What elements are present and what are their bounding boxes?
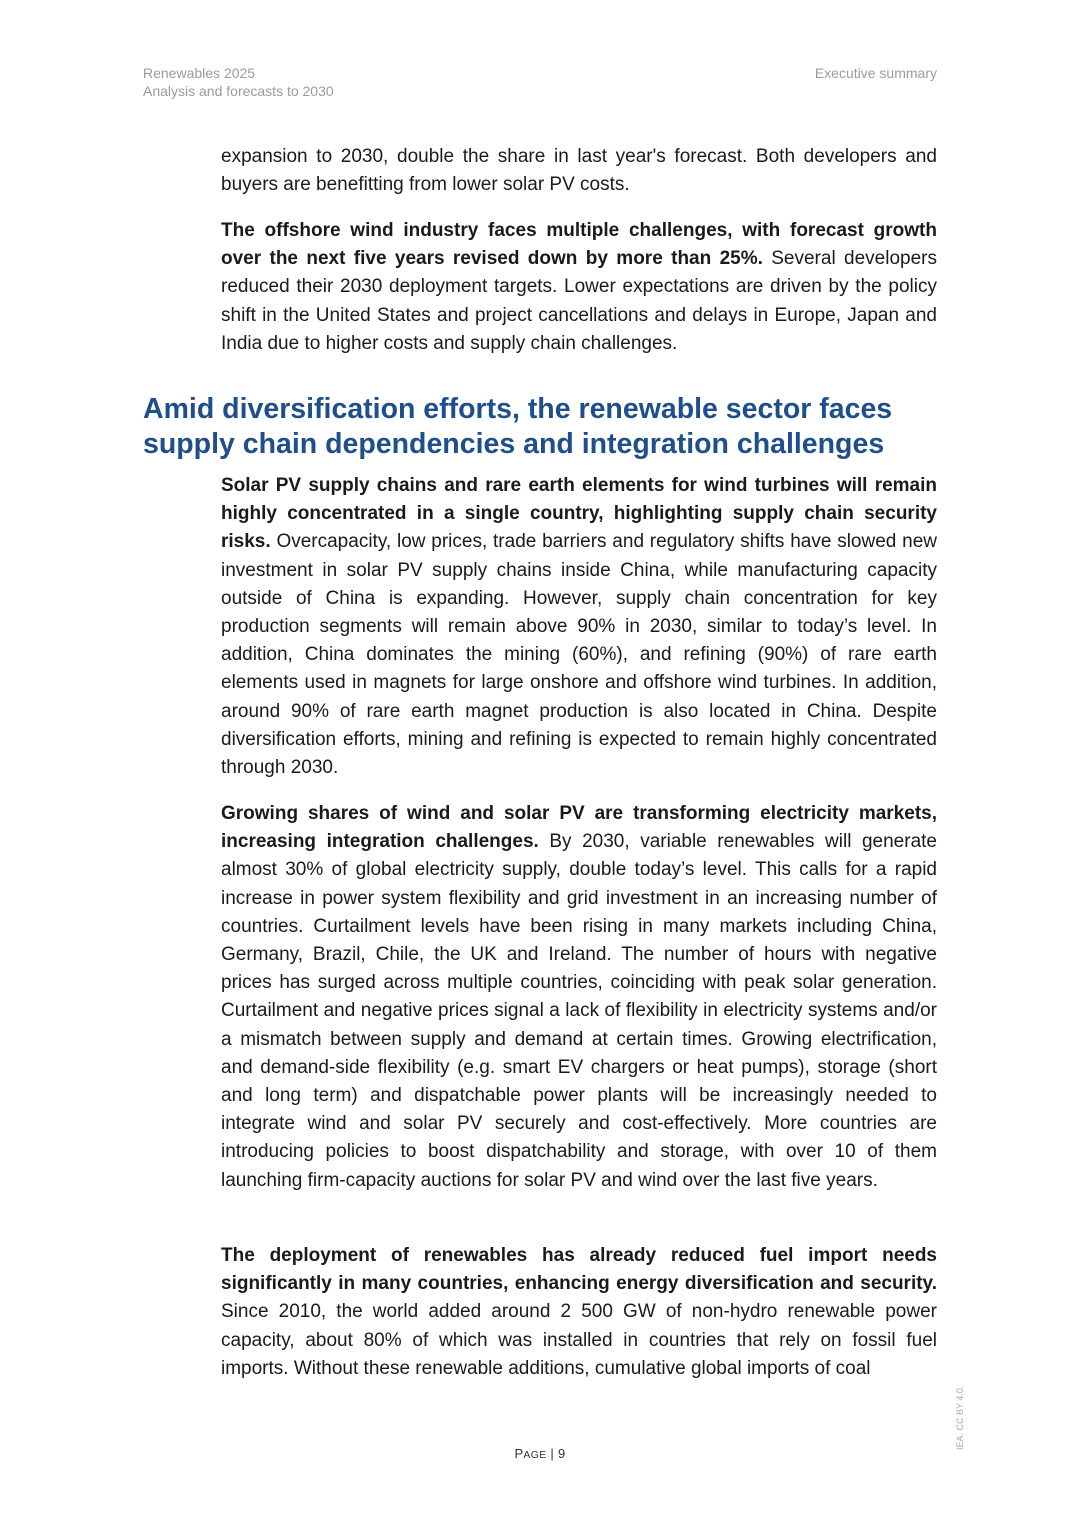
paragraph-fuel-imports [221, 1242, 937, 1383]
section-title: Executive summary [814, 65, 937, 81]
paragraph-lead: The deployment of renewables has already reduced fuel import needs significantly in many countries, enhancing energy diversification and security. [221, 1245, 937, 1295]
running-header-left [143, 64, 334, 100]
paragraph-text: expansion to 2030, double the share in last year's forecast. Both developers and buyers are benefitting from lower solar PV costs. [221, 146, 937, 196]
paragraph-lead: Solar PV supply chains and rare earth elements for wind turbines will remain highly concentrated in a single country, highlighting supply chain security risks. [221, 475, 937, 553]
section-heading: Amid diversification efforts, the renewable sector faces supply chain dependencies and integration challenges [143, 393, 893, 460]
paragraph-supply-chains [221, 472, 937, 782]
report-subtitle: Analysis and forecasts to 2030 [143, 83, 334, 99]
paragraph-solar-costs [221, 143, 937, 199]
paragraph-offshore-wind [221, 217, 937, 358]
page-footer [0, 1446, 1080, 1461]
page-label-initial: P [514, 1446, 524, 1461]
paragraph-text: Since 2010, the world added around 2 500 GW of non-hydro renewable power capacity, about 80% of which was installed in countries that rely on fossil fuel imports. Without these renewable additions, cumulative global imports of coal [221, 1301, 937, 1379]
page-number: 9 [558, 1446, 566, 1461]
paragraph-integration [221, 800, 937, 1195]
running-header-right [815, 64, 937, 82]
license-note: IEA. CC BY 4.0. [955, 1385, 965, 1450]
report-title: Renewables 2025 [143, 65, 256, 81]
page-separator: | [546, 1446, 559, 1461]
paragraph-lead: Growing shares of wind and solar PV are transforming electricity markets, increasing integration challenges. [221, 803, 937, 853]
paragraph-lead: The offshore wind industry faces multiple challenges, with forecast growth over the next five years revised down by more than 25%. [221, 220, 937, 270]
paragraph-text: Several developers reduced their 2030 deployment targets. Lower expectations are driven by the policy shift in the United States and project cancellations and delays in Europe, Japan and India due to higher costs and supply chain challenges. [221, 248, 937, 354]
paragraph-text: By 2030, variable renewables will generate almost 30% of global electricity supply, double today’s level. This calls for a rapid increase in power system flexibility and grid investment in an increasing number of countries. Curtailment levels have been rising in many markets including China, Germany, Brazil, Chile, the UK and Ireland. The number of hours with negative prices has surged across multiple countries, coinciding with peak solar generation. Curtailment and negative prices signal a lack of flexibility in electricity systems and/or a mismatch between supply and demand at certain times. Growing electrification, and demand-side flexibility (e.g. smart EV chargers or heat pumps), storage (short and long term) and dispatchable power plants will be increasingly needed to integrate wind and solar PV securely and cost-effectively. More countries are introducing policies to boost dispatchability and storage, with over 10 of them launching firm-capacity auctions for solar PV and wind over the last five years. [221, 831, 937, 1191]
paragraph-text: Overcapacity, low prices, trade barriers and regulatory shifts have slowed new investment in solar PV supply chains inside China, while manufacturing capacity outside of China is expanding. However, supply chain concentration for key production segments will remain above 90% in 2030, similar to today’s level. In addition, China dominates the mining (60%), and refining (90%) of rare earth elements used in magnets for large onshore and offshore wind turbines. In addition, around 90% of rare earth magnet production is also located in China. Despite diversification efforts, mining and refining is expected to remain highly concentrated through 2030. [221, 531, 937, 779]
page-label-rest: AGE [523, 1449, 547, 1461]
